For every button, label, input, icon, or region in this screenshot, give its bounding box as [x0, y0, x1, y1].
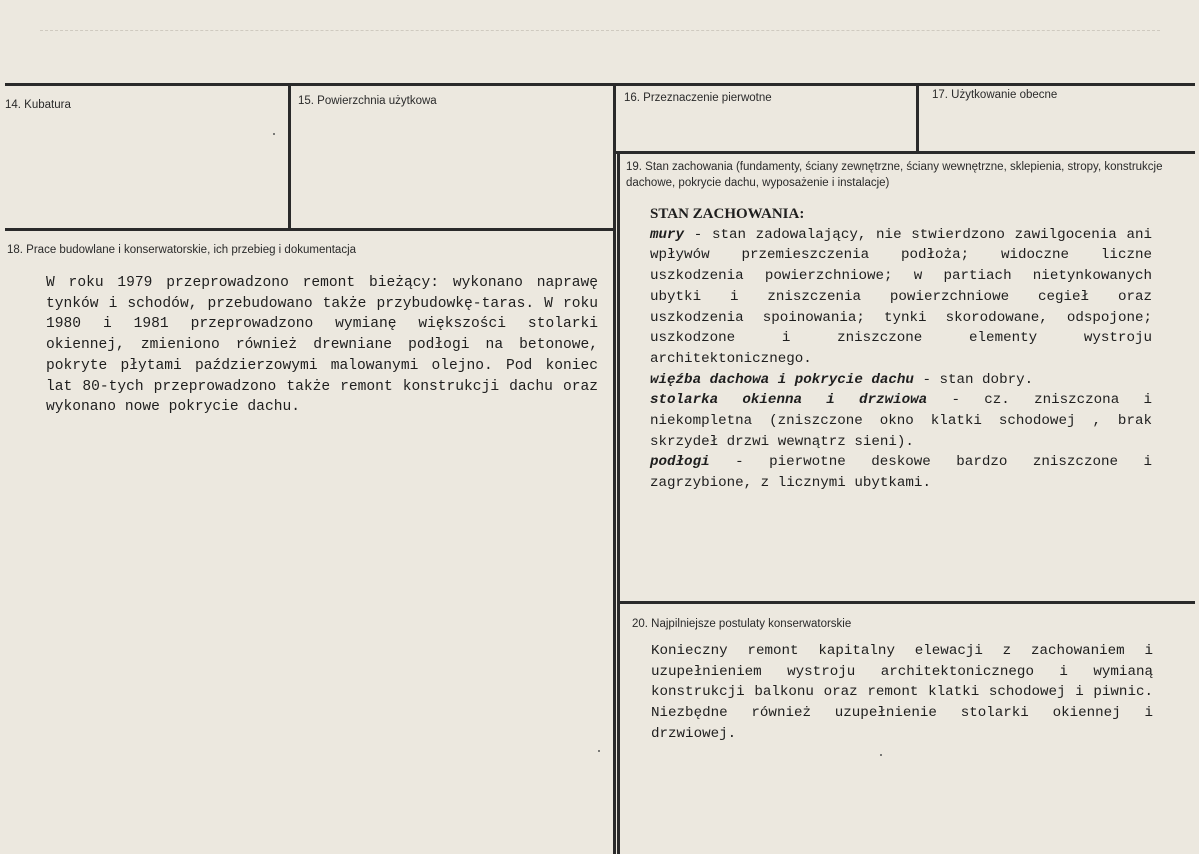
divider-top-left-row — [5, 228, 616, 231]
field-15-usable-area-label: 15. Powierzchnia użytkowa — [298, 95, 437, 107]
condition-description — [650, 204, 1152, 494]
condition-text: - cz. zniszczona i niekompletna (zniszczone okno klatki schodowej , brak skrzydeł drzwi wewnątrz sieni). — [650, 392, 1152, 450]
condition-item — [650, 452, 1152, 493]
field-16-original-purpose-label: 16. Przeznaczenie pierwotne — [624, 92, 772, 104]
condition-heading: STAN ZACHOWANIA: — [650, 206, 805, 222]
condition-text: - pierwotne deskowe bardzo zniszczone i zagrzybione, z licznymi ubytkami. — [650, 454, 1152, 492]
field-18-works-label: 18. Prace budowlane i konserwatorskie, ich przebieg i dokumentacja — [7, 244, 357, 256]
paper-speck — [598, 750, 600, 752]
right-column-edge — [617, 153, 620, 854]
field-19-condition-label: 19. Stan zachowania (fundamenty, ściany zewnętrzne, ściany wewnętrzne, sklepienia, stropy, konstrukcje dachowe, pokrycie dachu, wyposażenie i instalacje) — [626, 161, 1163, 189]
postulates-paragraph: Konieczny remont kapitalny elewacji z zachowaniem i uzupełnieniem wystroju architektonicznego i wymianą konstrukcji balkonu oraz remont klatki schodowej i piwnic. Niezbędne również uzupełnienie stolarki okiennej i drzwiowej. — [651, 643, 1153, 742]
field-17-current-use-label: 17. Użytkowanie obecne — [932, 89, 1058, 101]
condition-item — [650, 225, 1152, 370]
condition-term: więźba dachowa i pokrycie dachu — [650, 371, 914, 388]
condition-text: - stan zadowalający, nie stwierdzono zawilgocenia ani wpływów przemieszczenia podłoża; widoczne liczne uszkodzenia powierzchniowe; w partiach nietynkowanych ubytki i zniszczenia powierzchniowe cegieł oraz uszkodzenia spoinowania; tynki skorodowane, odspojone; uszkodzone i zniszczone elementy wystroju architektonicznego. — [650, 226, 1152, 367]
works-paragraph: W roku 1979 przeprowadzono remont bieżący: wykonano naprawę tynków i schodów, przebudowano także przybudowkę-taras. W roku 1980 i 1981 przeprowadzono wymianę większości stolarki okiennej, zmieniono również drewniane podłogi na betonowe, pokryte płytami paździerzowymi malowanymi olejno. Pod koniec lat 80-tych przeprowadzono także remont konstrukcji dachu oraz wykonano nowe pokrycie dachu. — [46, 275, 598, 416]
field-14-kubatura-label: 14. Kubatura — [5, 99, 71, 111]
condition-item — [650, 390, 1152, 452]
paper-speck — [273, 133, 275, 135]
divider-16-17 — [916, 84, 919, 154]
field-20-postulates-label: 20. Najpilniejsze postulaty konserwatorskie — [632, 618, 852, 630]
postulates-description-text — [651, 641, 1153, 745]
center-divider — [613, 84, 616, 854]
divider-14-15 — [288, 84, 291, 231]
paper-speck — [880, 754, 882, 756]
divider-top-right-row — [613, 151, 1195, 154]
form-top-border — [5, 83, 1195, 86]
condition-text: - stan dobry. — [913, 371, 1034, 388]
condition-term: stolarka okienna i drzwiowa — [650, 392, 928, 409]
condition-term: podłogi — [650, 454, 710, 471]
divider-19-20 — [617, 601, 1195, 604]
condition-term: mury — [650, 226, 685, 243]
condition-item — [650, 370, 1152, 391]
works-description-text — [46, 273, 598, 418]
top-edge-line — [40, 30, 1160, 31]
